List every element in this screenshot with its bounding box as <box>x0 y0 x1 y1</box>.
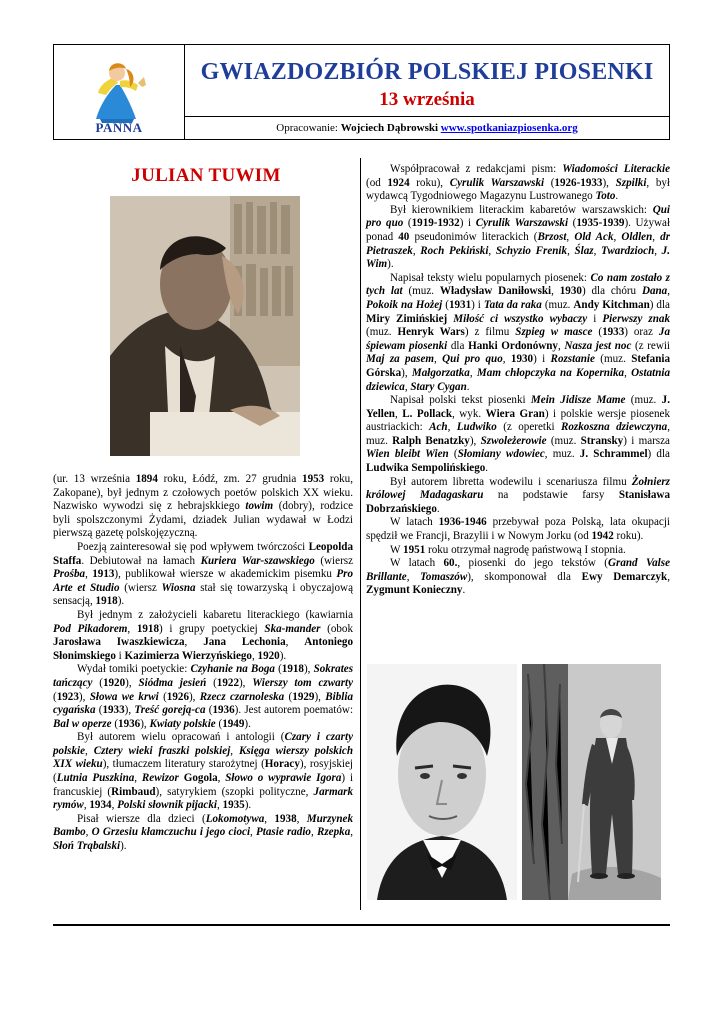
credit-prefix: Opracowanie: <box>276 122 341 134</box>
portrait-photo-young <box>367 664 517 900</box>
page-title: GWIAZDOZBIÓR POLSKIEJ PIOSENKI <box>200 59 654 85</box>
person-name: JULIAN TUWIM <box>131 165 281 186</box>
zodiac-sign-label: PANNA <box>95 120 143 135</box>
credit-author: Wojciech Dąbrowski <box>340 122 439 134</box>
portrait-photo-writing <box>110 196 300 456</box>
biography-right-column: Współpracował z redakcjami pism: Wiadomości Literackie (od 1924 roku), Cyrulik Warszawski (1926-1933), Szpilki, był wydawcą Tygodniowego Magazynu Lustrowanego Toto. Był kierownikiem literackim kabaretów warszawskich: Qui pro quo (1919-1932) i Cyrulik Warszawski (1935-1939). Używał ponad 40 pseudonimów literackich (Brzost, Old Ack, Oldlen, dr Pietraszek, Roch Pekiński, Schyzio Frenik, Ślaz, Twardzioch, J. Wim). Napisał teksty wielu popularnych piosenek: Co nam zostało z tych lat (muz. Władysław Daniłowski, 1930) dla chóru Dana, Pokoik na Hożej (1931) i Tata da raka (muz. Andy Kitchman) dla Miry Zimińskiej Miłość ci wszystko wybaczy i Pierwszy znak (muz. Henryk Wars) z filmu Szpieg w masce (1933) oraz Ja śpiewam piosenki dla Hanki Ordonówny, Nasza jest noc (z rewii Maj za pasem, Qui pro quo, 1930) i Rozstanie (muz. Stefania Górska), Małgorzatka, Mam chłopczyka na Kopernika, Ostatnia dziewica, Stary Cygan. Napisał polski tekst piosenki Mein Jidisze Mame (muz. J. Yellen, L. Pollack, wyk. Wiera Gran) i polskie wersje piosenek austriackich: Ach, Ludwiko (z operetki Rozkoszna dziewczyna, muz. Ralph Benatzky), Szwoleżerowie (muz. Stransky) i marsza Wien bleibt Wien (Słomiany wdowiec, muz. J. Schrammel) dla Ludwika Sempolińskiego. Był autorem libretta wodewilu i scenariusza filmu Żołnierz królowej Madagaskaru na podstawie farsy Stanisława Dobrzańskiego. W latach 1936-1946 przebywał poza Polską, lata okupacji spędził we Francji, Brazylii i w Nowym Jorku (od 1942 roku). W 1951 roku otrzymał nagrodę państwową I stopnia. W latach 60., piosenki do jego tekstów (Grand Valse Brillante, Tomaszów), skomponował dla Ewy Demarczyk, Zygmunt Konieczny. <box>366 163 671 597</box>
bottom-rule <box>53 924 670 926</box>
website-link[interactable]: www.spotkaniazpiosenka.org <box>440 122 578 134</box>
virgo-maiden-icon <box>86 55 152 125</box>
biography-left-column: (ur. 13 września 1894 roku, Łódź, zm. 27 grudnia 1953 roku, Zakopane), był jednym z czołowych poetów polskich XX wieku. Nazwisko wywodzi się z hebrajskkiego towim (dobry), rodzice byli spolszczonymi Żydami, dziadek Julian wydawał w Łodzi pierwszą gazetę polskojęzyczną. Poezją zainteresował się pod wpływem twórczości Leopolda Staffa. Debiutował na łamach Kuriera War-szawskiego (wiersz Prośba, 1913), publikował wiersze w akademickim pisemku Pro Arte et Studio (wiersz Wiosna stał się towarzyską i obyczajową sensacją, 1918). Był jednym z założycieli kabaretu literackiego (kawiarnia Pod Pikadorem, 1918) i grupy poetyckiej Ska-mander (obok Jarosława Iwaszkiewicza, Jana Lechonia, Antoniego Słonimskiego i Kazimierza Wierzyńskiego, 1920). Wydał tomiki poetyckie: Czyhanie na Boga (1918), Sokrates tańczący (1920), Siódma jesień (1922), Wierszy tom czwarty (1923), Słowa we krwi (1926), Rzecz czarnoleska (1929), Biblia cygańska (1933), Treść goreją-ca (1936). Jest autorem poematów: Bal w operze (1936), Kwiaty polskie (1949). Był autorem wielu opracowań i antologii (Czary i czarty polskie, Cztery wieki fraszki polskiej, Księga wierszy polskich XIX wieku), tłumaczem literatury starożytnej (Horacy), rosyjskiej (Lutnia Puszkina, Rewizor Gogola, Słowo o wyprawie Igora) i francuskiej (Rimbaud), satyrykiem (szopki polityczne, Jarmark rymów, 1934, Polski słownik pijacki, 1935). Pisał wiersze dla dzieci (Lokomotywa, 1938, Murzynek Bambo, O Grzesiu kłamczuchu i jego cioci, Ptasie radio, Rzepka, Słoń Trąbalski). <box>53 473 354 853</box>
header-divider-horizontal <box>185 116 669 117</box>
date-heading: 13 września <box>379 89 475 110</box>
portrait-photo-standing <box>522 664 661 900</box>
column-divider <box>360 158 361 910</box>
header-box <box>53 44 670 140</box>
credit-line <box>185 122 669 134</box>
